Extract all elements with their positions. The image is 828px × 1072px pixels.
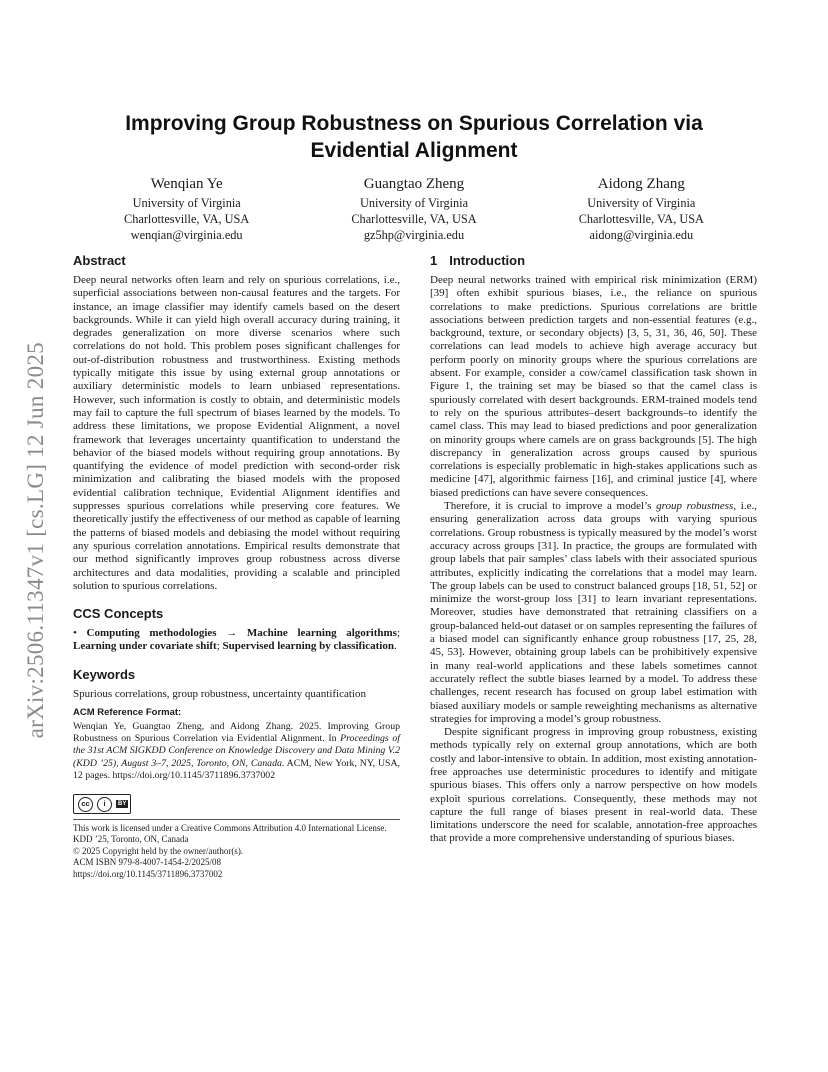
arxiv-identifier: arXiv:2506.11347v1 [cs.LG] 12 Jun 2025 xyxy=(23,341,48,739)
author-3 xyxy=(528,175,755,243)
attribution-person-icon: i xyxy=(97,797,112,812)
intro-paragraph-2-part: , i.e., ensuring generalization across data groups with varying spurious correlations. Group robustness is typically measured by the model’s worst accuracy across groups [31]. In practice, the groups are formulated with group labels that pair samples’ class labels with their associated spurious attributes, explicitly indicating the correlations that a model may learn. The group labels can be used to construct balanced groups [18, 51, 52] or minimize the worst-group loss [31] to learn invariant representations. Moreover, studies have demonstrated that retraining classifiers on a group-balanced held-out dataset or on samples representing the failures of a biased model can significantly enhance group robustness [17, 25, 28, 45, 53]. However, obtaining group labels can be prohibitively expensive in many real-world applications and these labels sometimes cannot accurately reflect the subtle biases learned by a model. To address these challenges, recent research has focused on group label estimation with biased auxiliary models or sample reweighting mechanisms as alternative strategies for improving a model’s group robustness. xyxy=(430,500,757,725)
author-email: aidong@virginia.edu xyxy=(589,228,694,242)
keywords-text: Spurious correlations, group robustness, uncertainty quantification xyxy=(73,687,366,700)
author-email: wenqian@virginia.edu xyxy=(130,228,243,242)
intro-paragraph-2-part: Therefore, it is crucial to improve a model’s xyxy=(444,500,657,513)
keywords-section xyxy=(73,666,400,701)
intro-paragraph-1: Deep neural networks trained with empirical risk minimization (ERM) [39] often exhibit spurious biases, i.e., the reliance on spurious correlations to make predictions. Spurious correlations are brittle associations between prediction targets and non-essential features (e.g., background, texture, or secondary objects) [3, 5, 31, 36, 46, 50]. These correlations can lead models to achieve high average accuracy but perform poorly on minority groups where the spurious correlations are absent. For example, consider a cow/camel classification task shown in Figure 1, the training set may be biased so that the camel class is spuriously correlated with desert backgrounds. ERM-trained models tend to rely on the spurious attributes–desert backgrounds–to identify the camel class. This may lead to biased predictions and poor generalization on minority groups where camels are on grass backgrounds [5]. The high discrepancy in generalization across groups caused by spurious correlations is especially problematic in high-stakes applications such as medicine [47], algorithmic fairness [16], and criminal justice [4], where biased predictions can have severe consequences. xyxy=(430,274,757,499)
ccs-separator: ; xyxy=(396,627,401,640)
ccs-item: Learning under covariate shift xyxy=(73,640,217,653)
author-email: gz5hp@virginia.edu xyxy=(363,228,465,242)
ccs-text xyxy=(73,627,400,654)
abstract-text: Deep neural networks often learn and rely on spurious correlations, i.e., superficial associations between non-causal features and the targets. For instance, an image classifier may identify camels based on the desert backgrounds. While it can yield high overall accuracy during training, it degrades generalization on more diverse scenarios where such correlations do not hold. This problem poses significant challenges for out-of-distribution robustness and trustworthiness. Existing methods typically mitigate this issue by using external group annotations or auxiliary deterministic models to learn unbiased representations. However, such information is costly to obtain, and deterministic models may fail to capture the full spectrum of biases learned by the models. To address these limitations, we propose Evidential Alignment, a novel framework that leverages uncertainty quantification to understand the behavior of the biased models without requiring group annotations. By quantifying the evidence of model prediction with second-order risk minimization and calibrating the biased models with the proposed evidential calibration technique, Evidential Alignment identifies and suppresses spurious correlations while preserving core features. We theoretically justify the effectiveness of our method as capable of learning the patterns of biased models and debiasing the model without requiring any spurious correlation annotations. Empirical results demonstrate that our method significantly improves group robustness across diverse architectures and data modalities, providing a scalable and principled solution to spurious correlations. xyxy=(73,274,400,592)
introduction-heading xyxy=(430,252,757,269)
footnote-rule xyxy=(73,819,400,820)
author-name: Guangtao Zheng xyxy=(363,176,465,192)
keywords-heading: Keywords xyxy=(73,666,136,682)
ccs-bullet: • xyxy=(73,627,77,640)
acm-reference-part: . ACM, New York, NY, USA, 12 pages. https://doi.org/10.1145/3711896.3737002 xyxy=(73,757,401,781)
author-location: Charlottesville, VA, USA xyxy=(351,212,477,226)
license-line: This work is licensed under a Creative Commons Attribution 4.0 International License. xyxy=(73,823,387,834)
section-title: Introduction xyxy=(449,253,526,268)
abstract-section xyxy=(73,252,400,593)
doi-line: https://doi.org/10.1145/3711896.3737002 xyxy=(73,868,223,879)
intro-emphasis: group robustness xyxy=(656,500,734,513)
arxiv-identifier-sidebar xyxy=(18,300,54,780)
author-name: Aidong Zhang xyxy=(597,176,685,192)
right-column xyxy=(430,252,757,846)
acm-reference-venue: Proceedings of the 31st ACM SIGKDD Conference on Knowledge Discovery and Data Mining V.2 (KDD ’25), August 3–7, 2025, Toronto, ON, Canada xyxy=(73,733,400,769)
author-1 xyxy=(73,175,300,243)
acm-reference xyxy=(73,707,400,782)
acm-reference-label: ACM Reference Format: xyxy=(73,707,182,719)
section-number: 1 xyxy=(430,253,438,268)
ccs-item: Computing methodologies → Machine learning algorithms xyxy=(86,627,397,640)
intro-paragraph-2 xyxy=(430,500,757,726)
ccs-separator: ; xyxy=(216,640,223,653)
conference-line: KDD ’25, Toronto, ON, Canada xyxy=(73,834,189,845)
ccs-heading: CCS Concepts xyxy=(73,606,164,622)
ccs-end: . xyxy=(393,640,397,653)
author-affiliation: University of Virginia xyxy=(587,196,696,210)
author-block xyxy=(73,175,755,243)
paper-title: Improving Group Robustness on Spurious Correlation via Evidential Alignment xyxy=(125,112,703,162)
license-block xyxy=(73,782,400,880)
isbn-line: ACM ISBN 979-8-4007-1454-2/2025/08 xyxy=(73,857,221,868)
introduction-section xyxy=(430,252,757,846)
cc-icon: cc xyxy=(78,797,93,812)
author-affiliation: University of Virginia xyxy=(132,196,241,210)
acm-reference-part: Wenqian Ye, Guangtao Zheng, and Aidong Zhang. 2025. Improving Group Robustness on Spurious Correlation via Evidential Alignment. In xyxy=(73,721,400,745)
author-2 xyxy=(300,175,527,243)
abstract-heading: Abstract xyxy=(73,253,126,268)
left-column xyxy=(73,252,400,880)
ccs-concepts-section xyxy=(73,605,400,654)
author-name: Wenqian Ye xyxy=(150,176,223,192)
author-location: Charlottesville, VA, USA xyxy=(578,212,704,226)
author-location: Charlottesville, VA, USA xyxy=(124,212,250,226)
author-affiliation: University of Virginia xyxy=(359,196,469,210)
copyright-line: © 2025 Copyright held by the owner/author(s). xyxy=(73,845,244,856)
intro-paragraph-3: Despite significant progress in improving group robustness, existing methods typically rely on external group annotations, which are both costly and labor-intensive to obtain. In addition, most existing annotation-free approaches use deterministic procedures to identify and mitigate spurious biases. This offers only a narrow perspective on how models exploit spurious correlations. Consequently, these methods may not capture the full range of biases present in real-world data. These limitations underscore the need for scalable, annotation-free approaches that provide a more comprehensive understanding of spurious biases. xyxy=(430,726,757,845)
cc-by-label: BY xyxy=(118,801,127,808)
acm-reference-text xyxy=(73,721,400,782)
ccs-item: Supervised learning by classification xyxy=(222,640,394,653)
creative-commons-badge xyxy=(73,794,131,814)
